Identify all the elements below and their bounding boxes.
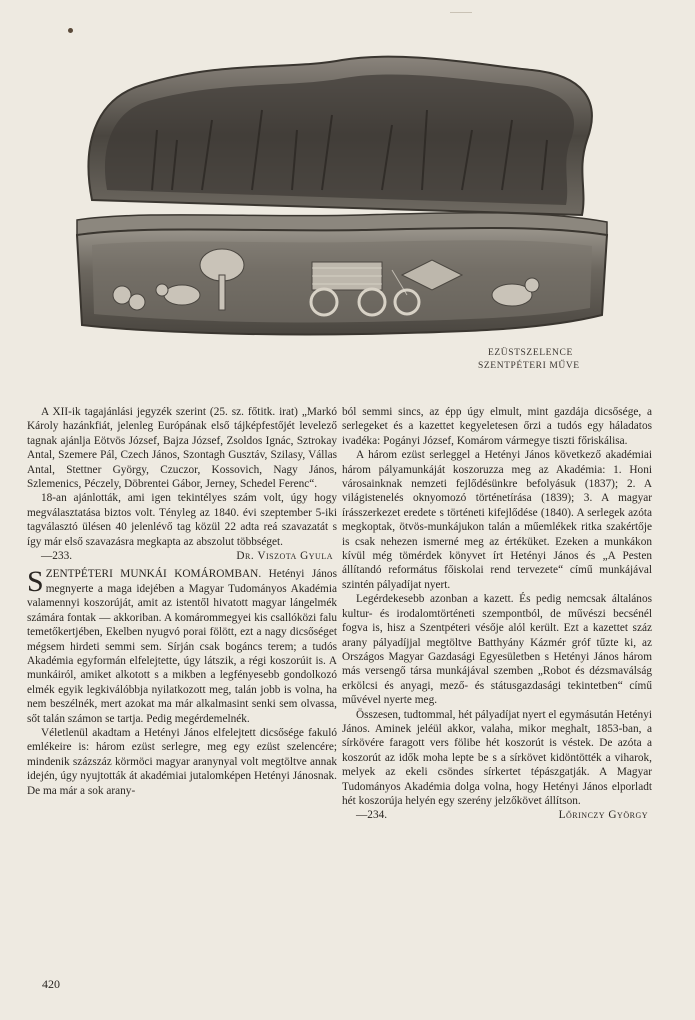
paragraph: Véletlenül akadtam a Hetényi János elfelejtett dicsősége fakuló emlékeire is: három ezüst serlegre, meg egy ezüst szelencére; mindenik százszáz körmöci magyar aranynyal volt megtöltve annak idején, úgy nyujtották át akadémiai jutalomképen Hetényi Jánosnak. De ma már a sok arany- xyxy=(27,726,337,797)
entry-number: —234. xyxy=(356,809,388,822)
page-number: 420 xyxy=(42,977,60,991)
left-column xyxy=(27,405,337,798)
paragraph: ból semmi sincs, az épp úgy elmult, mint gazdája dicsősége, a serlegeket és a kazettet kegyeletesen őrzi a tudós egy háladatos ivadéka: Pogányi József, Komárom vármegye tiszti főriskálisa. xyxy=(342,406,652,447)
paragraph: Legérdekesebb azonban a kazett. És pedig nemcsak általános kultur- és irodalomtörténeti szempontból, de művészi becsénél fogva is, hisz a Szentpéteri vésője alól került. Ezt a kazettet száz arany pályadíjjal megtöltve Batthyány Kázmér gróf tűzte ki, az Országos Magyar Gazdasági Egyesületben s Hetényi János három más versengő társa munkájával szemben „Robot és dézsmaválság erkölcsi és anyagi, mező- és státusgazdasági tekintetben“ című művével nyerte meg. xyxy=(342,593,652,707)
paragraph: Összesen, tudtommal, hét pályadíjat nyert el egymásután Hetényi János. Aminek jeléül akkor, valaha, mikor meghalt, 1853-ban, a sírkövére faragott vers fölibe hét koszorút is véstek. De azóta a koszorút az idők moha lepte be s a sírkövet kidöntötték a viharok, melyek az ekeli csöndes sírkertet tépászgatják. A Magyar Tudományos Akadémia dolga volna, hogy Hetényi János elporladt hét koszorúja helyén egy szerény jelzőkövet állítson. xyxy=(342,708,652,807)
photo-caption xyxy=(478,347,628,373)
top-rule xyxy=(450,12,472,13)
author-name: Dr. Viszota Gyula xyxy=(236,550,333,563)
caption-line-1: EZÜSTSZELENCE xyxy=(488,348,573,358)
caption-line-2: SZENTPÉTERI MŰVE xyxy=(478,361,580,371)
article-body xyxy=(27,567,337,725)
paragraph: 18-an ajánlották, ami igen tekintélyes szám volt, úgy hogy megválasztatása biztos volt. Tényleg az 1840. évi szeptember 5-iki tagválasztó ülésen 40 jelenlévő tag közül 22 adta reá szavazatát s így már első szavazásra megkapta az abszolut többséget. xyxy=(27,492,337,548)
paragraph: A XII-ik tagajánlási jegyzék szerint (25. sz. főtitk. irat) „Markó Károly hazánkfiát, jelenleg Európának első tájképfestőjét levelező tagnak ajánlja Eötvös József, Bajza József, Zsoldos Ignác, Sztrokay Antal, Szemere Pál, Czech János, Szontagh Gusztáv, Szilasy, Vállas Antal, Stettner György, Czuczor, Kossovich, Nagy János, Szlemenics, Péczely, Döbrentei Gábor, Jerney, Schedel Ferenc“. xyxy=(27,406,337,491)
ink-spot xyxy=(68,28,73,33)
author-name: Lőrinczy György xyxy=(558,809,648,822)
right-column xyxy=(342,405,652,827)
signature-row xyxy=(342,808,652,822)
paragraph: A három ezüst serleggel a Hetényi János következő akadémiai három pályamunkáját koszoruzza meg az Akadémia: 1. Honi városainknak nemzeti fejlődésünkre befolyásuk (1837); 2. A világistenelés oknyomozó történetírása (1839); 3. A magyar írásszerkezet eredete s történeti kifejlődése (1840). A serlegek azóta megkoptak, ötvös-munkájukon talán a műemlékek ritka szakértője is csak nehezen ismerné meg az értéküket. Ezeken a munkákon kívül még tömérdek könyvet írt Hetényi János és „A Pesten állítandó református főiskolai rend tervezete“ című munkájával szintén pályadíjat nyert. xyxy=(342,449,652,591)
drop-cap: S xyxy=(27,565,44,599)
entry-number: —233. xyxy=(41,550,73,563)
article-text: Hetényi János megnyerte a maga idejében a Magyar Tudományos Akadémia valamennyi koszorúját, amit az istentől hivatott magyar lángelmék számára fontak — akkoriban. A komárommegyei kis csallóközi falu temetőkertjében, Ekelben nyugvó porai fölött, ezt a nagy dicsőséget mégsem hirdeti semmi sem. Sírján csak bogáncs terem; a tudós Akadémia egyformán elfelejtette, úgy látszik, a régi koszorúit is. A munkáiról, amiket alkotott s a mikben a legfényesebb gondolkozó elmék egyik legkiválóbbja nyilatkozott meg, talán jobb is volna, ha nem beszélnék, mert azokat ma már alkalmasint senki sem olvassa, sőt talán számon se tartja. Pedig megérdemelnék. xyxy=(27,568,337,725)
signature-row xyxy=(27,549,337,563)
article-title: ZENTPÉTERI MUNKÁI KOMÁROMBAN. xyxy=(45,568,262,581)
silver-box-photo xyxy=(62,40,622,345)
